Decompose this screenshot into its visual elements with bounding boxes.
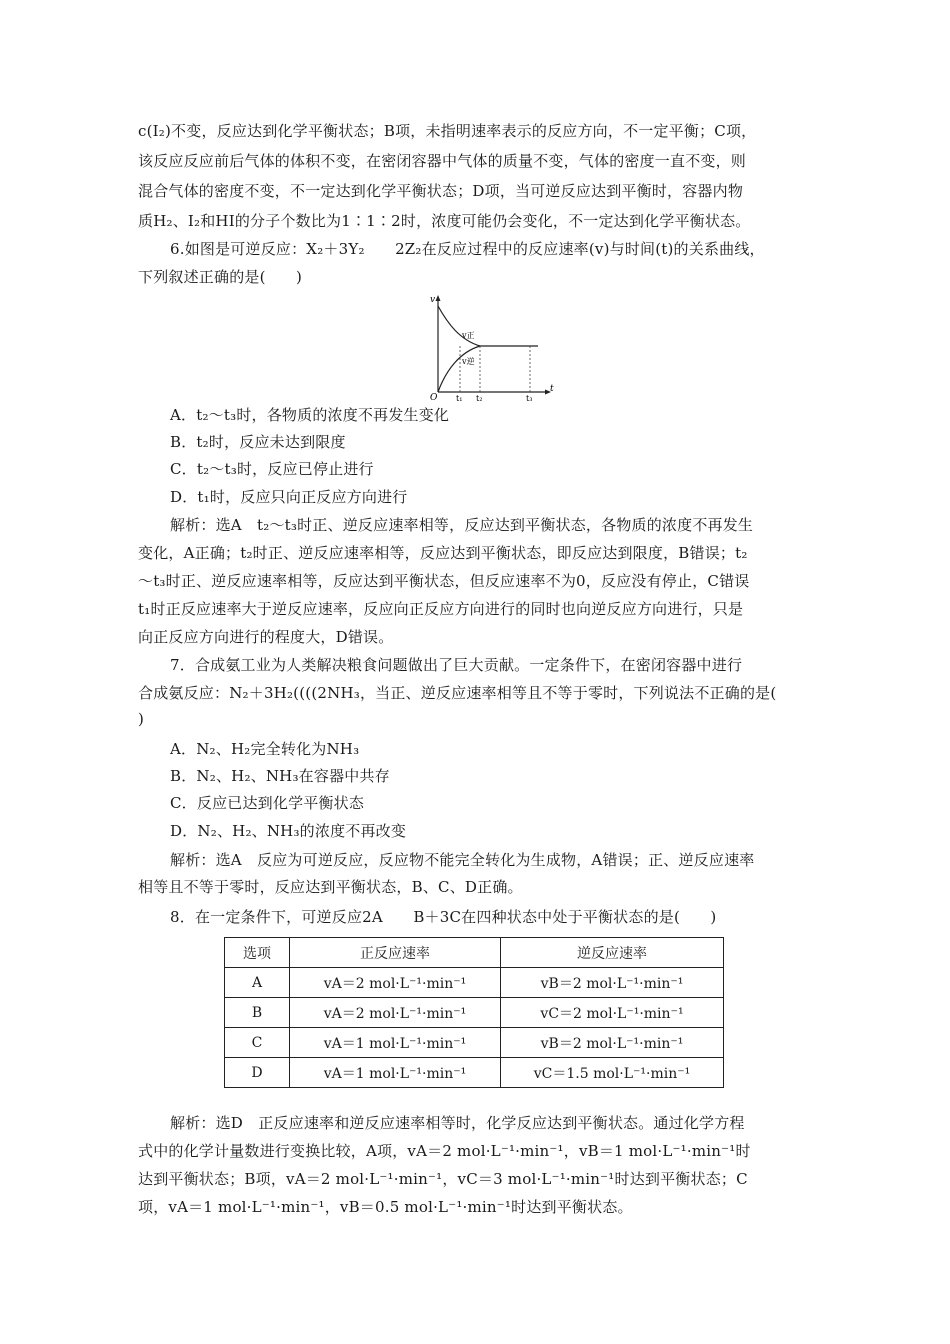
- question-6-stem-cont: 下列叙述正确的是( ): [138, 268, 303, 286]
- q7-option-b: B．N₂、H₂、NH₃在容器中共存: [170, 767, 390, 785]
- question-7-stem-cont: 合成氨反应：N₂＋3H₂((((2NH₃，当正、逆反应速率相等且不等于零时，下列说法不正确的是(: [138, 684, 777, 702]
- header-reverse-rate: 逆反应速率: [501, 938, 724, 968]
- question-6-stem: 6.如图是可逆反应：X₂＋3Y₂ 2Z₂在反应过程中的反应速率(v)与时间(t)的关系曲线，: [170, 240, 765, 258]
- q8-analysis: 式中的化学计量数进行变换比较，A项，vA＝2 mol·L⁻¹·min⁻¹，vB＝1 mol·L⁻¹·min⁻¹时: [138, 1142, 751, 1160]
- text-line: c(I₂)不变，反应达到化学平衡状态；B项，未指明速率表示的反应方向，不一定平衡；C项，: [138, 122, 757, 140]
- table-header-row: [225, 938, 724, 968]
- text-line: 该反应反应前后气体的体积不变，在密闭容器中气体的质量不变，气体的密度一直不变，则: [138, 152, 747, 170]
- forward-rate-curve: [438, 306, 538, 346]
- origin-label: O: [430, 393, 438, 403]
- question-7-stem-cont: ): [138, 710, 145, 728]
- table-cell: vA＝1 mol·L⁻¹·min⁻¹: [290, 1028, 501, 1058]
- y-axis-label: v: [430, 295, 436, 305]
- table-cell: D: [225, 1058, 290, 1088]
- q8-analysis: 项，vA＝1 mol·L⁻¹·min⁻¹，vB＝0.5 mol·L⁻¹·min⁻¹时达到平衡状态。: [138, 1198, 633, 1216]
- text-line: 混合气体的密度不变，不一定达到化学平衡状态；D项，当可逆反应达到平衡时，容器内物: [138, 182, 744, 200]
- rate-time-graph: [420, 292, 560, 404]
- table-row: [225, 968, 724, 998]
- table-cell: B: [225, 998, 290, 1028]
- table-cell: vB＝2 mol·L⁻¹·min⁻¹: [501, 968, 724, 998]
- y-axis-arrow: [436, 295, 441, 301]
- q6-analysis: 解析：选A t₂～t₃时正、逆反应速率相等，反应达到平衡状态，各物质的浓度不再发生: [170, 516, 754, 534]
- table-cell: vC＝1.5 mol·L⁻¹·min⁻¹: [501, 1058, 724, 1088]
- question-8-stem: 8．在一定条件下，可逆反应2A B＋3C在四种状态中处于平衡状态的是( ): [170, 908, 717, 926]
- q8-analysis: 达到平衡状态；B项，vA＝2 mol·L⁻¹·min⁻¹，vC＝3 mol·L⁻¹·min⁻¹时达到平衡状态；C: [138, 1170, 748, 1188]
- table-cell: vA＝2 mol·L⁻¹·min⁻¹: [290, 998, 501, 1028]
- t1-label: t₁: [456, 394, 463, 403]
- q6-option-d: D．t₁时，反应只向正反应方向进行: [170, 488, 408, 506]
- q7-option-d: D．N₂、H₂、NH₃的浓度不再改变: [170, 822, 407, 840]
- table-row: [225, 1028, 724, 1058]
- q7-analysis: 相等且不等于零时，反应达到平衡状态，B、C、D正确。: [138, 878, 523, 896]
- reverse-rate-curve: [438, 346, 480, 392]
- table-cell: vA＝1 mol·L⁻¹·min⁻¹: [290, 1058, 501, 1088]
- table-cell: A: [225, 968, 290, 998]
- t3-label: t₃: [526, 394, 533, 403]
- q8-analysis: 解析：选D 正反应速率和逆反应速率相等时，化学反应达到平衡状态。通过化学方程: [170, 1114, 745, 1132]
- forward-rate-label: v正: [462, 331, 475, 340]
- question-7-stem: 7．合成氨工业为人类解决粮食问题做出了巨大贡献。一定条件下，在密闭容器中进行: [170, 656, 743, 674]
- q6-analysis: 变化，A正确；t₂时正、逆反应速率相等，反应达到平衡状态，即反应达到限度，B错误；t₂: [138, 544, 748, 562]
- q6-analysis: ～t₃时正、逆反应速率相等，反应达到平衡状态，但反应速率不为0，反应没有停止，C错误: [138, 572, 750, 590]
- table-row: [225, 998, 724, 1028]
- q6-option-a: A．t₂～t₃时，各物质的浓度不再发生变化: [170, 406, 450, 424]
- q6-analysis: 向正反应方向进行的程度大，D错误。: [138, 628, 394, 646]
- table-cell: vB＝2 mol·L⁻¹·min⁻¹: [501, 1028, 724, 1058]
- table-cell: C: [225, 1028, 290, 1058]
- q6-option-c: C．t₂～t₃时，反应已停止进行: [170, 460, 374, 478]
- t2-label: t₂: [476, 394, 483, 403]
- reverse-rate-label: v逆: [462, 357, 475, 366]
- q6-analysis: t₁时正反应速率大于逆反应速率，反应向正反应方向进行的同时也向逆反应方向进行，只是: [138, 600, 744, 618]
- table-row: [225, 1058, 724, 1088]
- q7-analysis: 解析：选A 反应为可逆反应，反应物不能完全转化为生成物，A错误；正、逆反应速率: [170, 851, 755, 869]
- q7-option-c: C．反应已达到化学平衡状态: [170, 794, 365, 812]
- text-line: 质H₂、I₂和HI的分子个数比为1∶1∶2时，浓度可能仍会变化，不一定达到化学平衡状态。: [138, 212, 751, 230]
- header-option: 选项: [225, 938, 290, 968]
- x-axis-label: t: [550, 384, 554, 394]
- rate-table: [224, 937, 724, 1088]
- table-cell: vC＝2 mol·L⁻¹·min⁻¹: [501, 998, 724, 1028]
- q6-option-b: B．t₂时，反应未达到限度: [170, 433, 346, 451]
- header-forward-rate: 正反应速率: [290, 938, 501, 968]
- q7-option-a: A．N₂、H₂完全转化为NH₃: [170, 740, 360, 758]
- table-cell: vA＝2 mol·L⁻¹·min⁻¹: [290, 968, 501, 998]
